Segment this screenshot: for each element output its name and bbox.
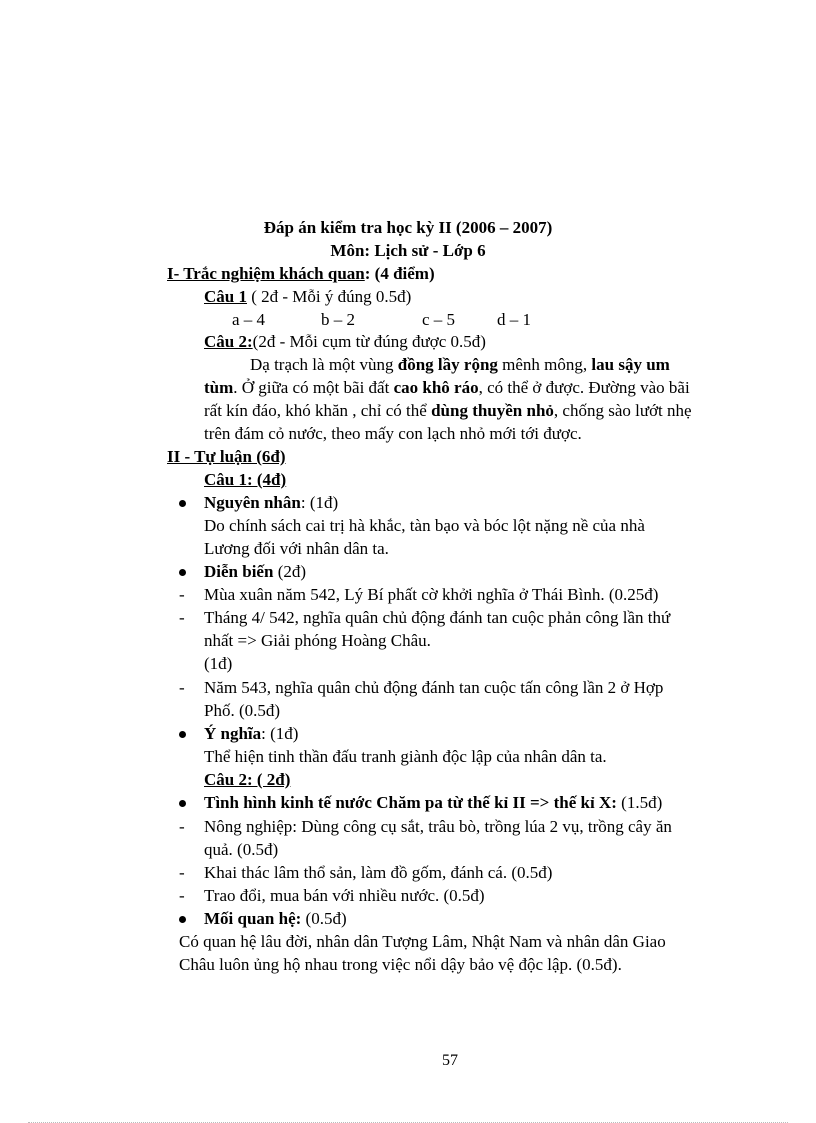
q1-answer-a: a – 4 <box>232 310 266 329</box>
development-heading <box>204 561 306 583</box>
relation-heading <box>204 908 347 930</box>
q2-text: , chống sào lướt nhẹ <box>553 401 692 420</box>
part1-q1-label: Câu 1 <box>204 287 247 306</box>
development-item-3b: Phố. (0.5đ) <box>204 701 281 720</box>
economy-item-1a: Nông nghiệp: Dùng công cụ sắt, trâu bò, trồng lúa 2 vụ, trồng cây ăn <box>204 817 672 836</box>
part1-q2-line <box>204 331 486 353</box>
q2-keyword: đồng lầy rộng <box>397 355 498 374</box>
q2-paragraph-line-2 <box>204 377 690 399</box>
q2-text: , có thể ở được. Đường vào bãi <box>478 378 690 397</box>
economy-points: (1.5đ) <box>616 793 663 812</box>
development-item-3a: Năm 543, nghĩa quân chủ động đánh tan cuộc tấn công lần 2 ở Hợp <box>204 678 664 697</box>
relation-text-1: Có quan hệ lâu đời, nhân dân Tượng Lâm, Nhật Nam và nhân dân Giao <box>179 932 666 951</box>
q2-keyword: dùng thuyền nhỏ <box>431 401 554 420</box>
part1-q2-note: (2đ - Mỗi cụm từ đúng được 0.5đ) <box>252 332 486 351</box>
q1-answer-c: c – 5 <box>422 310 456 329</box>
part2-q2-label: Câu 2: ( 2đ) <box>204 770 291 789</box>
q2-keyword: tùm <box>204 378 234 397</box>
q2-text: rất kín đáo, khó khăn , chỉ có thể <box>204 401 432 420</box>
part1-q1-note: ( 2đ - Mỗi ý đúng 0.5đ) <box>246 287 412 306</box>
meaning-heading <box>204 723 298 745</box>
relation-points: (0.5đ) <box>301 909 347 928</box>
q2-paragraph-line-3 <box>204 400 692 422</box>
bullet-icon <box>179 800 186 807</box>
dash-icon: - <box>179 817 185 836</box>
document-subtitle: Môn: Lịch sử - Lớp 6 <box>330 241 486 260</box>
dash-icon: - <box>179 608 185 627</box>
development-item-2b: nhất => Giải phóng Hoàng Châu. <box>204 631 431 650</box>
document-title: Đáp án kiểm tra học kỳ II (2006 – 2007) <box>263 218 553 237</box>
q2-text: mênh mông, <box>497 355 592 374</box>
part1-heading <box>167 263 435 285</box>
q2-text: . Ở giữa có một bãi đất <box>233 378 394 397</box>
q2-keyword: cao khô ráo <box>393 378 479 397</box>
cause-text-1: Do chính sách cai trị hà khắc, tàn bạo và bóc lột nặng nề của nhà <box>204 516 645 535</box>
cause-label: Nguyên nhân <box>204 493 301 512</box>
meaning-label: Ý nghĩa <box>204 724 262 743</box>
page-number: 57 <box>442 1052 458 1069</box>
relation-text-2: Châu luôn ủng hộ nhau trong việc nổi dậy bảo vệ độc lập. (0.5đ). <box>179 955 622 974</box>
part1-q1-line <box>204 286 411 308</box>
dash-icon: - <box>179 678 185 697</box>
q2-text: Dạ trạch là một vùng <box>250 355 398 374</box>
bullet-icon <box>179 500 186 507</box>
development-item-2c: (1đ) <box>204 654 233 673</box>
relation-label: Mối quan hệ: <box>204 909 302 928</box>
meaning-text: Thể hiện tinh thần đấu tranh giành độc lập của nhân dân ta. <box>204 747 607 766</box>
part1-points: : (4 điểm) <box>364 264 435 283</box>
economy-item-2: Khai thác lâm thổ sản, làm đồ gốm, đánh cá. (0.5đ) <box>204 863 553 882</box>
part1-q2-label: Câu 2: <box>204 332 253 351</box>
q1-answer-d: d – 1 <box>497 310 531 329</box>
meaning-points: : (1đ) <box>261 724 299 743</box>
q2-paragraph-line-1 <box>250 354 670 376</box>
economy-item-3: Trao đổi, mua bán với nhiều nước. (0.5đ) <box>204 886 485 905</box>
part1-heading-text: I- Trắc nghiệm khách quan <box>167 264 365 283</box>
q2-paragraph-line-4: trên đám cỏ nước, theo mấy con lạch nhỏ mới tới được. <box>204 424 582 443</box>
economy-heading <box>204 792 662 814</box>
cause-text-2: Lương đối với nhân dân ta. <box>204 539 389 558</box>
cause-heading <box>204 492 338 514</box>
bullet-icon <box>179 916 186 923</box>
development-item-1: Mùa xuân năm 542, Lý Bí phất cờ khởi nghĩa ở Thái Bình. (0.25đ) <box>204 585 659 604</box>
dash-icon: - <box>179 863 185 882</box>
cause-points: : (1đ) <box>300 493 339 512</box>
q2-keyword: lau sậy um <box>591 355 670 374</box>
development-points: (2đ) <box>273 562 307 581</box>
dash-icon: - <box>179 886 185 905</box>
part2-heading: II - Tự luận (6đ) <box>167 447 286 466</box>
bullet-icon <box>179 731 186 738</box>
part2-q1-label: Câu 1: (4đ) <box>204 470 287 489</box>
development-label: Diễn biến <box>204 562 274 581</box>
q1-answer-b: b – 2 <box>321 310 355 329</box>
bullet-icon <box>179 569 186 576</box>
economy-label: Tình hình kinh tế nước Chăm pa từ thế kỉ II => thế kỉ X: <box>204 793 617 812</box>
economy-item-1b: quả. (0.5đ) <box>204 840 279 859</box>
dash-icon: - <box>179 585 185 604</box>
development-item-2a: Tháng 4/ 542, nghĩa quân chủ động đánh tan cuộc phản công lần thứ <box>204 608 671 627</box>
